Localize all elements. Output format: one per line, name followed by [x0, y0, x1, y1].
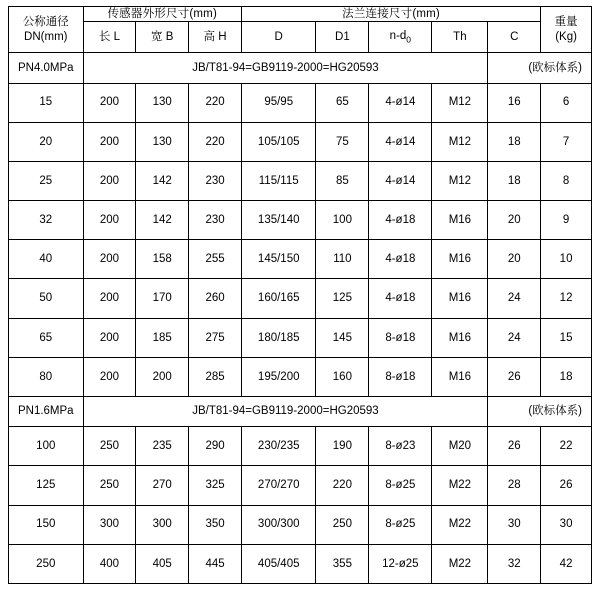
cell-th: M12	[432, 83, 488, 122]
cell-nd0: 12-ø25	[369, 544, 432, 583]
cell-height: 260	[189, 279, 242, 318]
cell-weight: 7	[541, 122, 592, 161]
cell-nd0: 8-ø18	[369, 318, 432, 357]
cell-d1: 160	[316, 357, 369, 396]
cell-c: 30	[488, 505, 541, 544]
cell-width: 142	[136, 201, 189, 240]
cell-d1: 110	[316, 240, 369, 279]
table-row	[9, 201, 592, 240]
table-row	[9, 427, 592, 466]
cell-c: 18	[488, 161, 541, 200]
cell-width: 130	[136, 83, 189, 122]
header-dn-line1: 公称通径	[22, 16, 69, 29]
cell-length: 200	[83, 83, 136, 122]
cell-c: 26	[488, 427, 541, 466]
cell-th: M16	[432, 279, 488, 318]
cell-d1: 85	[316, 161, 369, 200]
cell-weight: 8	[541, 161, 592, 200]
cell-weight: 15	[541, 318, 592, 357]
header-sub-th: Th	[432, 22, 488, 53]
cell-width: 185	[136, 318, 189, 357]
table-row	[9, 544, 592, 583]
cell-height: 350	[189, 505, 242, 544]
cell-length: 200	[83, 122, 136, 161]
cell-d: 405/405	[241, 544, 316, 583]
cell-length: 300	[83, 505, 136, 544]
cell-length: 200	[83, 161, 136, 200]
cell-length: 250	[83, 466, 136, 505]
cell-dn: 20	[9, 122, 84, 161]
cell-weight: 18	[541, 357, 592, 396]
cell-th: M22	[432, 544, 488, 583]
cell-th: M22	[432, 466, 488, 505]
table-row	[9, 83, 592, 122]
cell-height: 255	[189, 240, 242, 279]
cell-d1: 220	[316, 466, 369, 505]
section-standard: JB/T81-94=GB9119-2000=HG20593	[83, 53, 488, 83]
cell-c: 24	[488, 279, 541, 318]
table-row	[9, 122, 592, 161]
cell-height: 325	[189, 466, 242, 505]
cell-width: 200	[136, 357, 189, 396]
cell-width: 130	[136, 122, 189, 161]
cell-length: 400	[83, 544, 136, 583]
cell-th: M16	[432, 240, 488, 279]
cell-weight: 9	[541, 201, 592, 240]
cell-weight: 6	[541, 83, 592, 122]
cell-c: 20	[488, 201, 541, 240]
cell-height: 275	[189, 318, 242, 357]
cell-d: 135/140	[241, 201, 316, 240]
cell-c: 18	[488, 122, 541, 161]
cell-c: 24	[488, 318, 541, 357]
cell-width: 270	[136, 466, 189, 505]
cell-height: 220	[189, 122, 242, 161]
header-sub-c: C	[488, 22, 541, 53]
section-pressure-label: PN1.6MPa	[9, 397, 84, 427]
cell-dn: 32	[9, 201, 84, 240]
cell-c: 28	[488, 466, 541, 505]
cell-dn: 25	[9, 161, 84, 200]
cell-dn: 250	[9, 544, 84, 583]
cell-width: 142	[136, 161, 189, 200]
section-standard: JB/T81-94=GB9119-2000=HG20593	[83, 397, 488, 427]
table-row	[9, 161, 592, 200]
cell-dn: 40	[9, 240, 84, 279]
cell-d1: 125	[316, 279, 369, 318]
cell-c: 26	[488, 357, 541, 396]
cell-length: 250	[83, 427, 136, 466]
header-sub-d1: D1	[316, 22, 369, 53]
cell-th: M20	[432, 427, 488, 466]
cell-d1: 100	[316, 201, 369, 240]
cell-d1: 145	[316, 318, 369, 357]
specification-table	[8, 6, 592, 584]
cell-nd0: 4-ø18	[369, 240, 432, 279]
section-note: (欧标体系)	[488, 397, 592, 427]
cell-dn: 125	[9, 466, 84, 505]
cell-nd0: 8-ø25	[369, 505, 432, 544]
cell-nd0: 4-ø18	[369, 201, 432, 240]
cell-nd0: 4-ø14	[369, 161, 432, 200]
cell-nd0: 4-ø18	[369, 279, 432, 318]
table-row	[9, 279, 592, 318]
cell-th: M12	[432, 161, 488, 200]
header-dn-line2: DN(mm)	[24, 30, 68, 43]
cell-weight: 26	[541, 466, 592, 505]
header-sub-length: 长 L	[83, 22, 136, 53]
cell-dn: 80	[9, 357, 84, 396]
cell-d1: 65	[316, 83, 369, 122]
cell-length: 200	[83, 279, 136, 318]
cell-height: 220	[189, 83, 242, 122]
cell-d1: 355	[316, 544, 369, 583]
cell-weight: 30	[541, 505, 592, 544]
section-header-row	[9, 53, 592, 83]
table-row	[9, 357, 592, 396]
table-row	[9, 318, 592, 357]
table-header	[9, 7, 592, 53]
cell-weight: 22	[541, 427, 592, 466]
header-dn	[9, 7, 84, 53]
table-row	[9, 240, 592, 279]
cell-nd0: 8-ø23	[369, 427, 432, 466]
header-sub-height: 高 H	[189, 22, 242, 53]
cell-height: 290	[189, 427, 242, 466]
header-sub-row	[9, 22, 592, 53]
cell-c: 20	[488, 240, 541, 279]
cell-d: 180/185	[241, 318, 316, 357]
cell-length: 200	[83, 318, 136, 357]
cell-height: 285	[189, 357, 242, 396]
cell-c: 16	[488, 83, 541, 122]
cell-th: M12	[432, 122, 488, 161]
cell-dn: 65	[9, 318, 84, 357]
cell-d: 230/235	[241, 427, 316, 466]
cell-weight: 10	[541, 240, 592, 279]
cell-d: 105/105	[241, 122, 316, 161]
section-header-row	[9, 397, 592, 427]
cell-height: 445	[189, 544, 242, 583]
cell-th: M16	[432, 357, 488, 396]
header-sub-nd0: $n-d_0$	[369, 22, 432, 53]
cell-weight: 12	[541, 279, 592, 318]
cell-width: 235	[136, 427, 189, 466]
header-sub-d: D	[241, 22, 316, 53]
cell-length: 200	[83, 240, 136, 279]
cell-width: 300	[136, 505, 189, 544]
cell-d: 300/300	[241, 505, 316, 544]
table-body	[9, 53, 592, 584]
table-row	[9, 505, 592, 544]
header-group-flange: 法兰连接尺寸(mm)	[241, 7, 540, 22]
header-sub-width: 宽 B	[136, 22, 189, 53]
cell-height: 230	[189, 161, 242, 200]
cell-dn: 50	[9, 279, 84, 318]
cell-height: 230	[189, 201, 242, 240]
cell-d1: 250	[316, 505, 369, 544]
header-group-sensor: 传感器外形尺寸(mm)	[83, 7, 241, 22]
cell-width: 158	[136, 240, 189, 279]
cell-d1: 75	[316, 122, 369, 161]
header-weight-line2: (Kg)	[555, 30, 577, 43]
cell-nd0: 4-ø14	[369, 122, 432, 161]
header-weight-line1: 重量	[554, 16, 578, 29]
section-note: (欧标体系)	[488, 53, 592, 83]
cell-nd0: 8-ø18	[369, 357, 432, 396]
cell-d: 95/95	[241, 83, 316, 122]
cell-dn: 150	[9, 505, 84, 544]
cell-d: 160/165	[241, 279, 316, 318]
cell-d1: 190	[316, 427, 369, 466]
cell-length: 200	[83, 201, 136, 240]
cell-nd0: 4-ø14	[369, 83, 432, 122]
cell-weight: 42	[541, 544, 592, 583]
header-group-row	[9, 7, 592, 22]
cell-d: 195/200	[241, 357, 316, 396]
header-weight	[541, 7, 592, 53]
section-pressure-label: PN4.0MPa	[9, 53, 84, 83]
cell-width: 170	[136, 279, 189, 318]
cell-c: 32	[488, 544, 541, 583]
cell-length: 200	[83, 357, 136, 396]
cell-width: 405	[136, 544, 189, 583]
cell-th: M16	[432, 318, 488, 357]
cell-th: M16	[432, 201, 488, 240]
cell-d: 115/115	[241, 161, 316, 200]
cell-th: M22	[432, 505, 488, 544]
table-row	[9, 466, 592, 505]
cell-dn: 15	[9, 83, 84, 122]
cell-d: 270/270	[241, 466, 316, 505]
cell-nd0: 8-ø25	[369, 466, 432, 505]
cell-d: 145/150	[241, 240, 316, 279]
cell-dn: 100	[9, 427, 84, 466]
